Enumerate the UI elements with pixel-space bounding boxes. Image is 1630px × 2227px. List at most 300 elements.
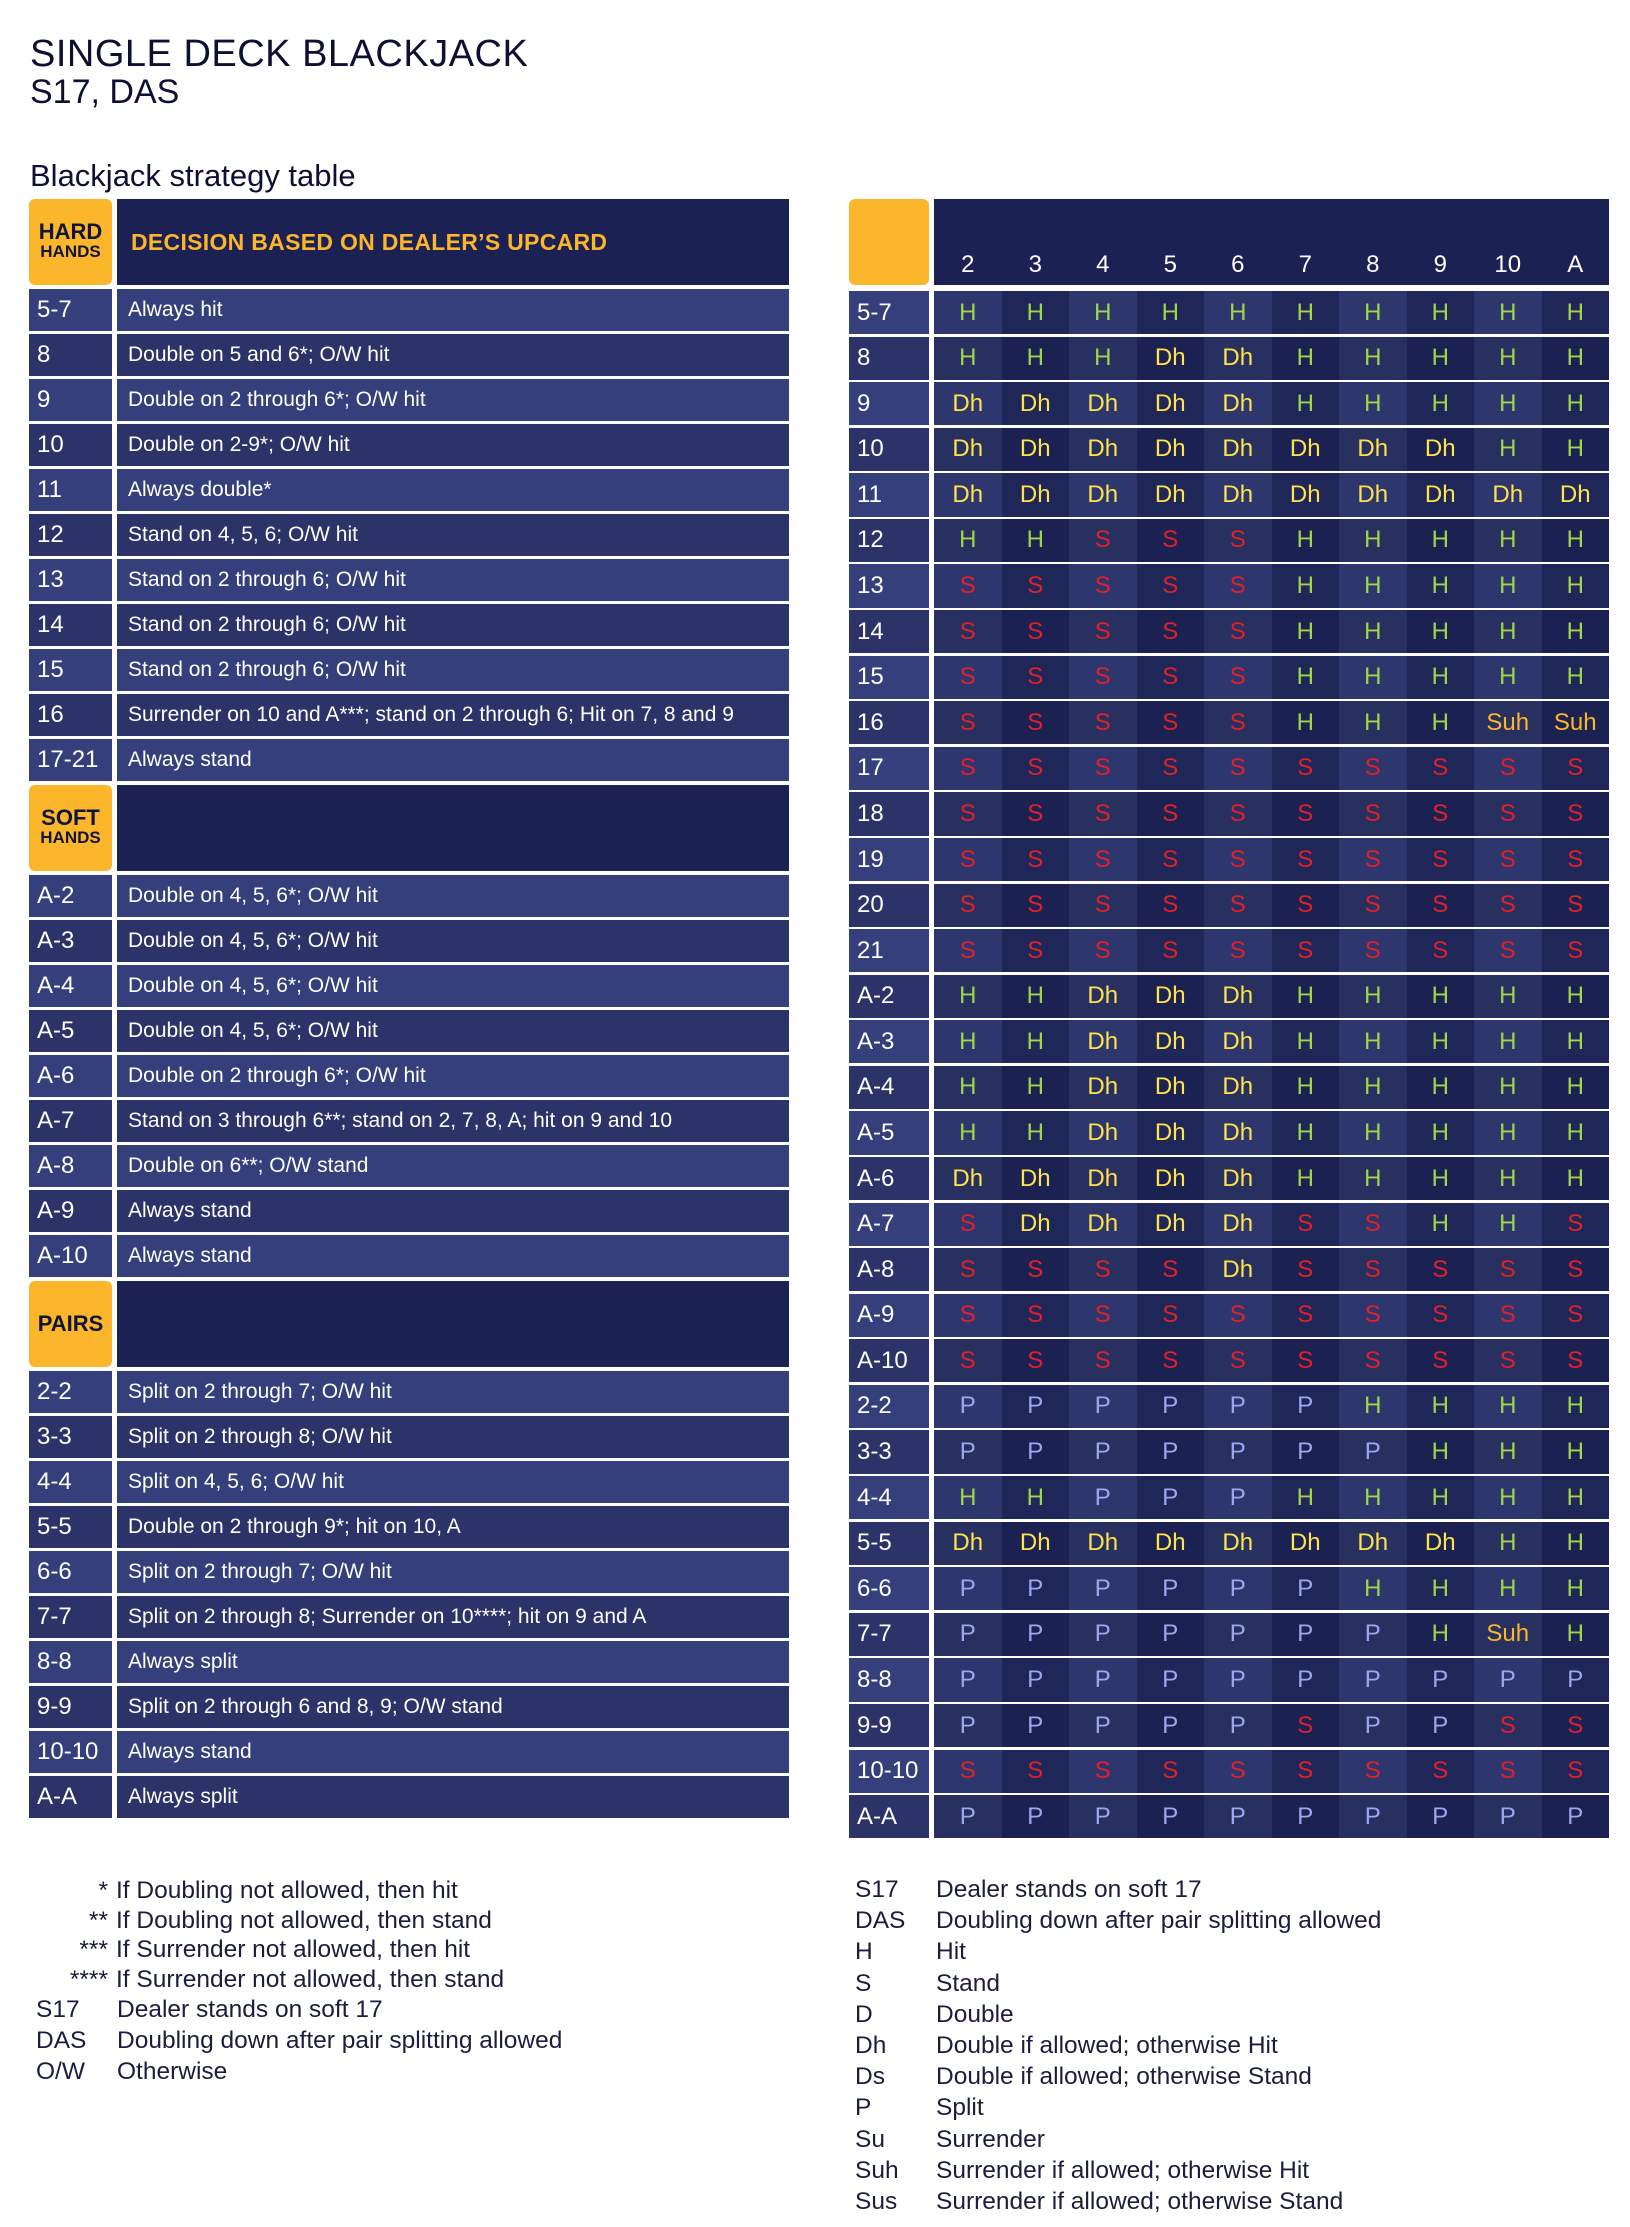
legend-key: S: [855, 1969, 872, 1997]
grid-rows: [849, 291, 1609, 1838]
hand-label: 18: [849, 792, 929, 835]
action-cell: Dh: [1204, 337, 1272, 380]
action-cell: P: [1339, 1704, 1407, 1747]
upcard-column-label: 10: [1494, 251, 1522, 278]
action-cell: Dh: [1204, 1157, 1272, 1200]
action-cell: S: [934, 656, 1002, 699]
action-cell: Dh: [1204, 382, 1272, 425]
action-cell: P: [1204, 1567, 1272, 1610]
action-cell: H: [1272, 610, 1340, 653]
action-cell: Dh: [1002, 473, 1070, 516]
strategy-description-table: [29, 199, 789, 1822]
action-cell: S: [1069, 838, 1137, 881]
hand-label: 9: [849, 382, 929, 425]
action-cell: H: [1407, 1020, 1475, 1063]
action-cell: S: [1137, 1248, 1205, 1291]
grid-cells: [934, 656, 1609, 699]
hand-label: 11: [849, 473, 929, 516]
action-cell: P: [1069, 1795, 1137, 1838]
action-cell: H: [1407, 1385, 1475, 1428]
action-cell: P: [1002, 1704, 1070, 1747]
action-cell: Dh: [934, 1157, 1002, 1200]
strategy-description: Double on 2 through 9*; hit on 10, A: [117, 1506, 789, 1548]
action-cell: P: [1069, 1658, 1137, 1701]
action-cell: S: [1542, 884, 1610, 927]
action-cell: Dh: [1339, 1522, 1407, 1565]
strategy-description: Split on 2 through 7; O/W hit: [117, 1551, 789, 1593]
action-cell: P: [1069, 1385, 1137, 1428]
action-cell: S: [934, 701, 1002, 744]
action-cell: S: [1204, 1750, 1272, 1793]
action-cell: S: [1339, 1339, 1407, 1382]
legend-entry: [855, 2124, 1381, 2155]
upcard-column-label: 5: [1163, 251, 1177, 278]
table-row: [29, 1641, 789, 1683]
grid-cells: [934, 519, 1609, 562]
action-cell: S: [1069, 1750, 1137, 1793]
action-cell: S: [1339, 1248, 1407, 1291]
footnote-text: If Doubling not allowed, then hit: [116, 1877, 458, 1904]
action-cell: P: [1069, 1430, 1137, 1473]
hand-label: 2-2: [29, 1371, 112, 1413]
action-cell: S: [1542, 747, 1610, 790]
hand-label: A-10: [29, 1235, 112, 1277]
strategy-description: Double on 5 and 6*; O/W hit: [117, 334, 789, 376]
action-cell: H: [934, 1066, 1002, 1109]
action-cell: Dh: [1069, 975, 1137, 1018]
action-cell: P: [1474, 1795, 1542, 1838]
action-cell: S: [934, 929, 1002, 972]
action-cell: Dh: [1069, 1522, 1137, 1565]
grid-cells: [934, 291, 1609, 334]
action-cell: H: [1542, 1522, 1610, 1565]
strategy-description: Double on 4, 5, 6*; O/W hit: [117, 1010, 789, 1052]
grid-cells: [934, 1066, 1609, 1109]
hand-label: 21: [849, 929, 929, 972]
grid-cells: [934, 337, 1609, 380]
action-cell: S: [1002, 884, 1070, 927]
hard-hands-header: [29, 199, 789, 285]
legend-entry: [855, 2030, 1381, 2061]
grid-cells: [934, 838, 1609, 881]
action-cell: S: [1137, 656, 1205, 699]
footnote-mark: ***: [79, 1936, 108, 1963]
strategy-description: Double on 2-9*; O/W hit: [117, 424, 789, 466]
action-cell: Dh: [1339, 473, 1407, 516]
table-row: [29, 965, 789, 1007]
legend-text: Double if allowed; otherwise Hit: [936, 2031, 1278, 2059]
action-cell: H: [1272, 519, 1340, 562]
legend-entry: [855, 1999, 1381, 2030]
action-cell: S: [1339, 1750, 1407, 1793]
upcard-column-label: 9: [1433, 251, 1447, 278]
action-cell: S: [1339, 884, 1407, 927]
grid-cells: [934, 975, 1609, 1018]
action-cell: Dh: [1002, 1157, 1070, 1200]
action-cell: S: [1542, 838, 1610, 881]
action-cell: Suh: [1542, 701, 1610, 744]
table-row: [29, 559, 789, 601]
action-cell: S: [1272, 1339, 1340, 1382]
abbreviation-text: Doubling down after pair splitting allowed: [117, 2027, 563, 2054]
action-cell: H: [1474, 382, 1542, 425]
hand-label: 20: [849, 884, 929, 927]
hand-label: 6-6: [849, 1567, 929, 1610]
action-cell: H: [1407, 701, 1475, 744]
action-cell: H: [1474, 1522, 1542, 1565]
action-cell: S: [1407, 792, 1475, 835]
action-cell: S: [1069, 1248, 1137, 1291]
pairs-badge: [29, 1281, 112, 1367]
action-cell: H: [1272, 1476, 1340, 1519]
action-cell: Dh: [1407, 473, 1475, 516]
table-row: [29, 1596, 789, 1638]
strategy-description: Always split: [117, 1776, 789, 1818]
abbreviation-list-left: [36, 1994, 562, 2087]
grid-row: [849, 1248, 1609, 1291]
action-cell: H: [1542, 428, 1610, 471]
action-cell: Dh: [934, 473, 1002, 516]
action-cell: Dh: [1069, 1203, 1137, 1246]
grid-row: [849, 1476, 1609, 1519]
action-cell: P: [1407, 1795, 1475, 1838]
action-cell: H: [1474, 1385, 1542, 1428]
strategy-description: Always split: [117, 1641, 789, 1683]
action-cell: H: [1542, 1430, 1610, 1473]
table-caption: Blackjack strategy table: [30, 158, 356, 193]
grid-cells: [934, 1522, 1609, 1565]
table-row: [29, 1686, 789, 1728]
legend-entry: [855, 2061, 1381, 2092]
table-row: [29, 334, 789, 376]
grid-cells: [934, 792, 1609, 835]
action-cell: Dh: [1069, 1111, 1137, 1154]
action-cell: H: [1407, 291, 1475, 334]
legend-entry: [855, 2186, 1381, 2217]
soft-hands-bar: [117, 785, 789, 871]
hand-label: 17: [849, 747, 929, 790]
hand-label: A-10: [849, 1339, 929, 1382]
action-cell: Dh: [1272, 428, 1340, 471]
action-cell: S: [1339, 1294, 1407, 1337]
strategy-description: Double on 6**; O/W stand: [117, 1145, 789, 1187]
grid-row: [849, 1658, 1609, 1701]
hand-label: 10-10: [849, 1750, 929, 1793]
hand-label: 9-9: [29, 1686, 112, 1728]
upcard-columns: [934, 199, 1609, 285]
hand-label: 12: [849, 519, 929, 562]
strategy-description: Split on 2 through 7; O/W hit: [117, 1371, 789, 1413]
action-cell: H: [1542, 1476, 1610, 1519]
action-cell: H: [1542, 975, 1610, 1018]
action-cell: Dh: [1137, 428, 1205, 471]
grid-cells: [934, 1294, 1609, 1337]
grid-cells: [934, 610, 1609, 653]
action-cell: S: [1137, 792, 1205, 835]
action-cell: S: [1137, 519, 1205, 562]
legend-text: Hit: [936, 1938, 966, 1966]
action-cell: P: [1339, 1795, 1407, 1838]
action-cell: H: [1474, 1020, 1542, 1063]
action-cell: H: [1474, 337, 1542, 380]
action-cell: P: [1069, 1476, 1137, 1519]
hand-label: 15: [29, 649, 112, 691]
action-cell: P: [1069, 1704, 1137, 1747]
action-cell: S: [1002, 1294, 1070, 1337]
action-cell: Dh: [1137, 382, 1205, 425]
hand-label: A-3: [849, 1020, 929, 1063]
action-cell: P: [934, 1567, 1002, 1610]
action-cell: H: [1339, 291, 1407, 334]
table-row: [29, 875, 789, 917]
strategy-description: Always stand: [117, 1235, 789, 1277]
soft-hands-rows: [29, 875, 789, 1277]
footnote-mark: *: [98, 1877, 108, 1904]
action-cell: S: [1407, 1294, 1475, 1337]
action-cell: Suh: [1474, 701, 1542, 744]
table-row: [29, 379, 789, 421]
grid-row: [849, 1567, 1609, 1610]
action-cell: P: [1204, 1795, 1272, 1838]
action-cell: Dh: [1204, 1248, 1272, 1291]
action-cell: S: [1474, 1339, 1542, 1382]
hand-label: 13: [849, 564, 929, 607]
hand-label: A-A: [29, 1776, 112, 1818]
upcard-column-label: A: [1567, 251, 1584, 278]
badge-line2: HANDS: [40, 828, 101, 847]
action-cell: H: [1339, 337, 1407, 380]
grid-row: [849, 1020, 1609, 1063]
strategy-grid-table: [849, 199, 1609, 1841]
grid-cells: [934, 1658, 1609, 1701]
action-cell: P: [1069, 1567, 1137, 1610]
action-cell: P: [1272, 1613, 1340, 1656]
action-cell: S: [1339, 929, 1407, 972]
legend-text: Doubling down after pair splitting allowed: [936, 1907, 1382, 1935]
soft-hands-badge: [29, 785, 112, 871]
strategy-description: Double on 4, 5, 6*; O/W hit: [117, 965, 789, 1007]
soft-hands-header: [29, 785, 789, 871]
action-cell: H: [1407, 382, 1475, 425]
action-cell: H: [1272, 564, 1340, 607]
grid-cells: [934, 1157, 1609, 1200]
action-cell: S: [1407, 747, 1475, 790]
action-cell: P: [934, 1613, 1002, 1656]
action-cell: H: [1339, 1567, 1407, 1610]
table-row: [29, 424, 789, 466]
action-cell: H: [1474, 1430, 1542, 1473]
hand-label: A-5: [29, 1010, 112, 1052]
legend-entry: [855, 1905, 1381, 1936]
strategy-description: Surrender on 10 and A***; stand on 2 through 6; Hit on 7, 8 and 9: [117, 694, 789, 736]
action-cell: H: [1339, 975, 1407, 1018]
hand-label: A-2: [849, 975, 929, 1018]
action-cell: H: [1474, 975, 1542, 1018]
action-cell: P: [1204, 1658, 1272, 1701]
action-cell: S: [1474, 884, 1542, 927]
action-cell: H: [1339, 1066, 1407, 1109]
action-cell: H: [934, 1020, 1002, 1063]
action-cell: S: [1002, 929, 1070, 972]
action-cell: S: [1002, 656, 1070, 699]
action-cell: Dh: [1407, 428, 1475, 471]
action-cell: S: [934, 1294, 1002, 1337]
grid-row: [849, 1066, 1609, 1109]
action-cell: S: [1137, 884, 1205, 927]
legend-key: S17: [855, 1876, 899, 1903]
action-cell: S: [1407, 1248, 1475, 1291]
action-cell: H: [1272, 656, 1340, 699]
action-cell: H: [1542, 519, 1610, 562]
action-cell: S: [1204, 929, 1272, 972]
action-cell: P: [1339, 1613, 1407, 1656]
action-cell: Dh: [1137, 1522, 1205, 1565]
action-cell: H: [1272, 1111, 1340, 1154]
action-cell: P: [1002, 1385, 1070, 1428]
action-cell: H: [934, 337, 1002, 380]
action-cell: S: [1204, 610, 1272, 653]
legend-text: Split: [936, 2094, 984, 2122]
grid-row: [849, 473, 1609, 516]
grid-row: [849, 1750, 1609, 1793]
grid-cells: [934, 1476, 1609, 1519]
action-cell: P: [934, 1658, 1002, 1701]
action-cell: H: [1002, 291, 1070, 334]
hand-label: A-8: [849, 1248, 929, 1291]
hand-label: 8: [29, 334, 112, 376]
action-cell: S: [1272, 1704, 1340, 1747]
grid-cells: [934, 1430, 1609, 1473]
hand-label: 10-10: [29, 1731, 112, 1773]
action-cell: S: [1407, 929, 1475, 972]
action-cell: S: [1002, 1339, 1070, 1382]
strategy-description: Split on 2 through 8; Surrender on 10****; hit on 9 and A: [117, 1596, 789, 1638]
action-cell: S: [934, 884, 1002, 927]
action-cell: S: [1339, 792, 1407, 835]
action-cell: S: [1272, 838, 1340, 881]
action-cell: H: [1339, 656, 1407, 699]
grid-cells: [934, 1339, 1609, 1382]
strategy-description: Double on 2 through 6*; O/W hit: [117, 379, 789, 421]
action-cell: H: [1272, 382, 1340, 425]
action-cell: H: [1407, 1613, 1475, 1656]
hand-label: 2-2: [849, 1385, 929, 1428]
action-cell: P: [934, 1795, 1002, 1838]
action-cell: H: [1272, 1157, 1340, 1200]
action-cell: S: [1474, 1294, 1542, 1337]
action-cell: S: [1272, 1248, 1340, 1291]
abbreviation: [36, 1994, 562, 2025]
action-cell: H: [1339, 610, 1407, 653]
action-cell: H: [1407, 1203, 1475, 1246]
action-cell: Dh: [1137, 1157, 1205, 1200]
abbreviation-key: DAS: [36, 2027, 87, 2054]
action-cell: H: [1474, 428, 1542, 471]
badge-line1: PAIRS: [37, 1311, 104, 1336]
hand-label: 10: [849, 428, 929, 471]
action-cell: S: [1204, 701, 1272, 744]
action-cell: P: [1272, 1567, 1340, 1610]
grid-row: [849, 428, 1609, 471]
hand-label: 12: [29, 514, 112, 556]
action-cell: S: [1002, 610, 1070, 653]
action-cell: H: [1339, 1157, 1407, 1200]
hand-label: 16: [849, 701, 929, 744]
action-cell: H: [1069, 291, 1137, 334]
action-cell: S: [1204, 1294, 1272, 1337]
action-cell: S: [1542, 792, 1610, 835]
action-cell: H: [1339, 564, 1407, 607]
action-cell: S: [1407, 1750, 1475, 1793]
action-cell: H: [1474, 519, 1542, 562]
action-cell: Dh: [1204, 1066, 1272, 1109]
action-cell: P: [934, 1430, 1002, 1473]
action-cell: P: [1204, 1704, 1272, 1747]
action-cell: P: [1069, 1613, 1137, 1656]
grid-row: [849, 884, 1609, 927]
strategy-description: Double on 4, 5, 6*; O/W hit: [117, 875, 789, 917]
grid-row: [849, 1111, 1609, 1154]
abbreviation-text: Dealer stands on soft 17: [117, 1996, 383, 2023]
badge-line1: HARD: [38, 219, 103, 244]
table-row: [29, 469, 789, 511]
action-cell: H: [1272, 1066, 1340, 1109]
abbreviation-key: S17: [36, 1996, 80, 2023]
upcard-column-label: 6: [1231, 251, 1245, 278]
action-cell: P: [1137, 1795, 1205, 1838]
table-row: [29, 1731, 789, 1773]
grid-cells: [934, 1385, 1609, 1428]
action-cell: Dh: [1137, 1020, 1205, 1063]
action-cell: S: [1204, 564, 1272, 607]
action-cell: H: [1407, 656, 1475, 699]
action-cell: H: [1407, 610, 1475, 653]
action-cell: H: [1407, 337, 1475, 380]
legend-text: Stand: [936, 1969, 1001, 1997]
action-cell: H: [1474, 1476, 1542, 1519]
grid-cells: [934, 701, 1609, 744]
action-cell: Dh: [1002, 382, 1070, 425]
grid-row: [849, 701, 1609, 744]
grid-cells: [934, 564, 1609, 607]
grid-row: [849, 838, 1609, 881]
hand-label: 19: [849, 838, 929, 881]
grid-cells: [934, 1248, 1609, 1291]
hand-label: 7-7: [849, 1613, 929, 1656]
table-row: [29, 1776, 789, 1818]
action-cell: H: [1474, 610, 1542, 653]
grid-row: [849, 610, 1609, 653]
action-cell: S: [1069, 792, 1137, 835]
legend-key: Ds: [855, 2063, 885, 2091]
grid-row: [849, 519, 1609, 562]
grid-row: [849, 1385, 1609, 1428]
action-cell: P: [1002, 1795, 1070, 1838]
action-cell: S: [1002, 1248, 1070, 1291]
table-row: [29, 604, 789, 646]
action-cell: P: [1272, 1795, 1340, 1838]
hand-label: A-2: [29, 875, 112, 917]
hand-label: A-9: [849, 1294, 929, 1337]
action-cell: S: [1542, 1750, 1610, 1793]
action-cell: Dh: [1069, 428, 1137, 471]
action-cell: H: [1002, 519, 1070, 562]
hand-label: 11: [29, 469, 112, 511]
action-cell: S: [934, 838, 1002, 881]
footnote: [36, 1876, 562, 1906]
action-cell: S: [934, 792, 1002, 835]
action-cell: S: [1204, 838, 1272, 881]
